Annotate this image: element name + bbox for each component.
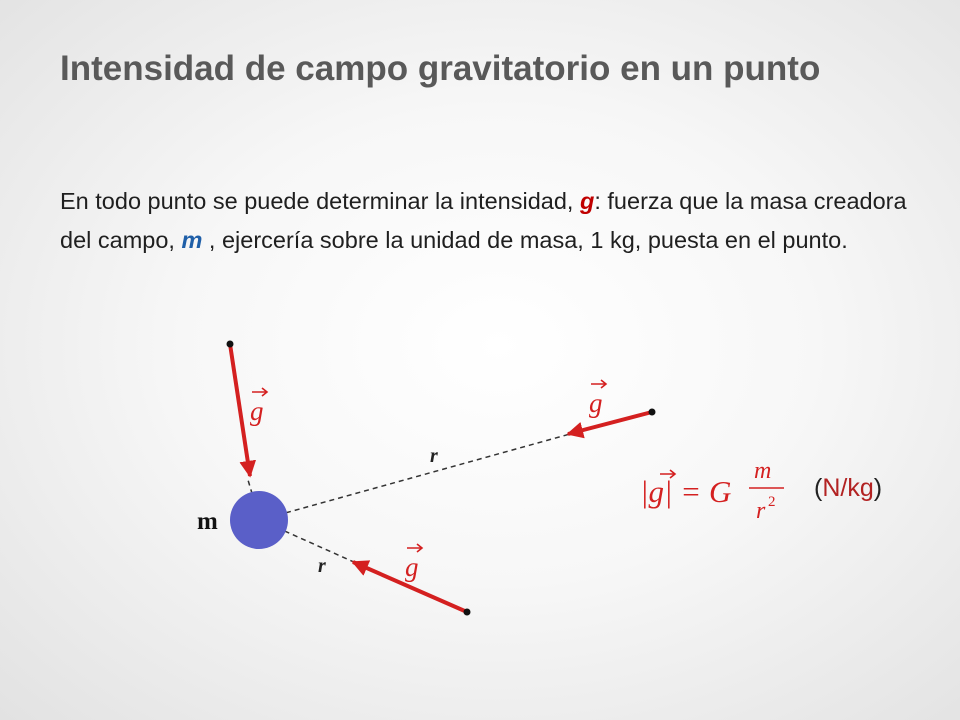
- m-symbol: m: [181, 227, 203, 253]
- body-text-part1: En todo punto se puede determinar la intensidad,: [60, 188, 580, 214]
- svg-text:g: g: [405, 552, 419, 582]
- vector-label-top: [250, 388, 267, 426]
- units-label: [814, 474, 882, 503]
- g-symbol: g: [579, 188, 595, 214]
- svg-text:g: g: [250, 396, 264, 426]
- distance-label-right: r: [430, 445, 438, 467]
- distance-label-bottom: r: [318, 555, 326, 577]
- formula-exponent: 2: [768, 494, 776, 510]
- units-close-paren: ): [873, 474, 883, 502]
- field-vector-top: [230, 344, 250, 476]
- vector-label-right: [589, 380, 606, 418]
- body-text-part3: , ejercería sobre la unidad de masa, 1 kg, puesta en el punto.: [202, 227, 848, 253]
- field-intensity-formula: [640, 458, 784, 524]
- vector-label-bottom: [405, 544, 422, 582]
- distance-line-right: [260, 434, 570, 520]
- test-point-top: [227, 341, 234, 348]
- formula-lhs: |g| = G: [640, 474, 732, 509]
- formula-numerator: m: [754, 458, 772, 484]
- svg-text:g: g: [589, 388, 603, 418]
- mass-label: m: [197, 508, 218, 535]
- slide-title: Intensidad de campo gravitatorio en un punto: [60, 49, 821, 88]
- test-point-right: [649, 409, 656, 416]
- field-vector-right: [568, 412, 652, 434]
- formula-denominator: r: [756, 498, 766, 524]
- units-open-paren: (: [814, 474, 823, 502]
- body-text-part2: : fuerza que la masa creadora del campo,: [60, 188, 907, 253]
- units-value: N/kg: [822, 474, 874, 502]
- test-point-bottom: [464, 609, 471, 616]
- mass-circle: [230, 491, 288, 549]
